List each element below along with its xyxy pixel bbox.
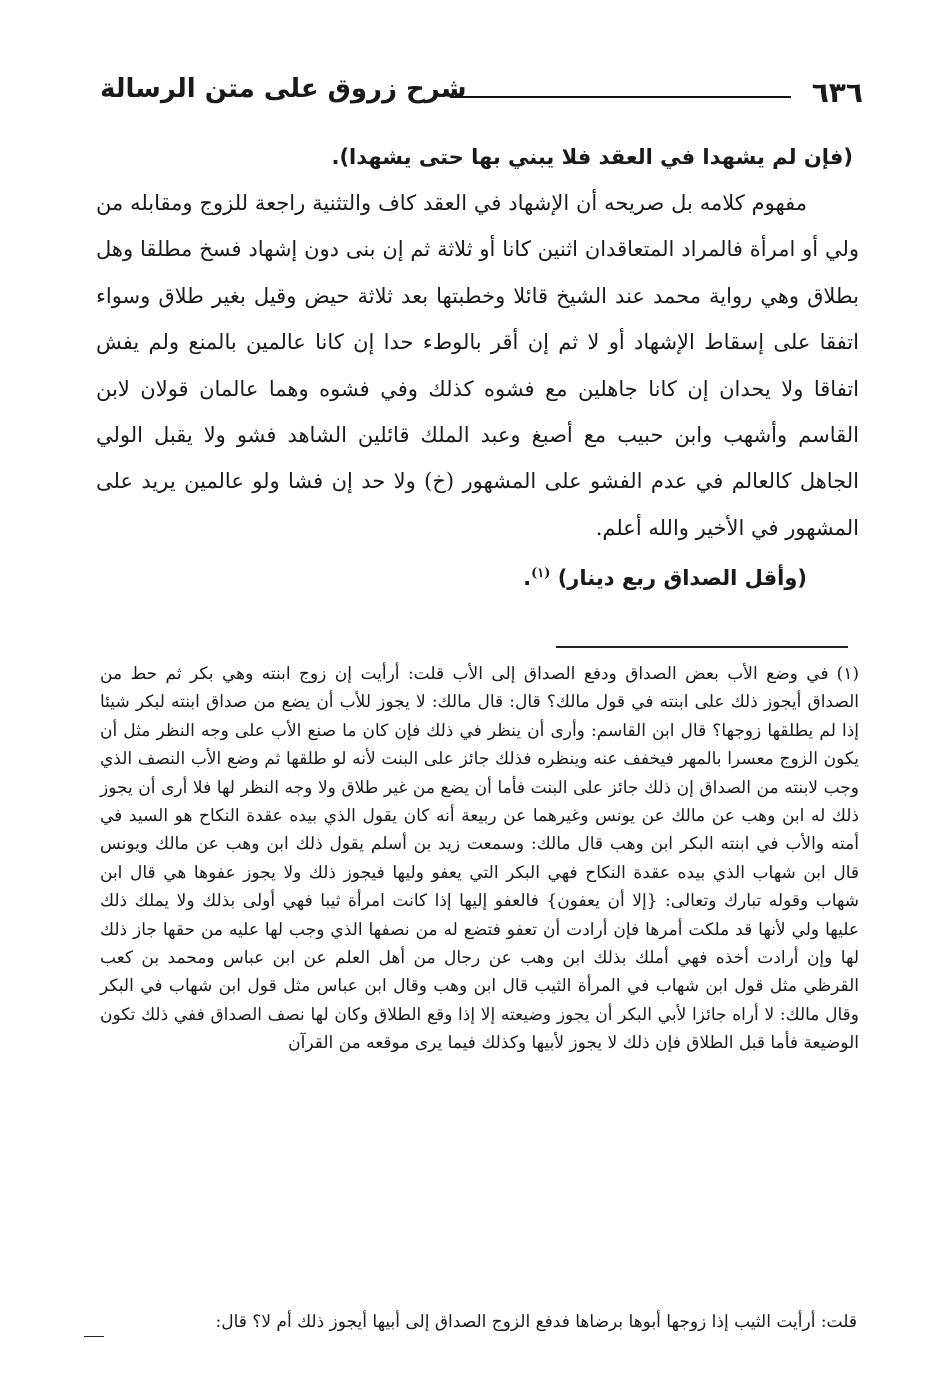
footnote	[100, 660, 859, 1058]
continuation-line: قلت: أرأيت الثيب إذا زوجها أبوها برضاها فدفع الزوج الصداق إلى أبيها أيجوز ذلك أم لا؟ قال:	[215, 1312, 857, 1332]
footnote-number: (١)	[836, 664, 859, 684]
matn-passage-2	[96, 551, 807, 601]
matn-passage: (فإن لم يشهدا في العقد فلا يبني بها حتى يشهدا).	[331, 145, 853, 169]
footnote-text: في وضع الأب بعض الصداق ودفع الصداق إلى الأب قلت: أرأيت إن زوج ابنته وهي بكر ثم حط من الصداق أيجوز ذلك على ابنته في قول مالك؟ قال: قال مالك: لا يجوز للأب أن يضع من صداق ابنته لبكر شيئا إذا لم يطلقها زوجها؟ قال ابن القاسم: وأرى أن ينظر في ذلك فإن كان ما صنع الأب على وجه النظر مثل أن يكون الزوج معسرا بالمهر فيخفف عنه وينظره فذلك جائز على البنت لأنه لو طلقها ثم وضع الأب النصف الذي وجب لابنته من الصداق إن ذلك جائز على البنت فأما أن يضع من غير طلاق ولا وجه النظر لها فلا أرى أن يجوز ذلك له ابن وهب عن مالك عن يونس وغيرهما عن ربيعة أنه كان يقول الذي بيده عقدة النكاح هو السيد في أمته والأب في ابنته البكر ابن وهب قال مالك: وسمعت زيد بن أسلم يقول ذلك ابن وهب عن مالك ويونس قال ابن شهاب الذي بيده عقدة النكاح فهي البكر التي يعفو وليها فيجوز ذلك ولا يجوز عفوها هي قال ابن شهاب وقوله تبارك وتعالى: {إلا أن يعفون} فالعفو إليها إذا كانت امرأة ثيبا فهي أولى بذلك ولا يملك ذلك عليها ولي لأنها قد ملكت أمرها فإن أرادت أن تعفو فتضع له من نصفها الذي وجب لها عليه من حقها جاز ذلك لها وإن أرادت أخذه فهي أملك بذلك ابن وهب عن رجال من أهل العلم عن ابن عباس ومحمد بن كعب القرظي مثل قول ابن شهاب في المرأة الثيب قال ابن وهب وقال ابن عباس مثل قول ابن شهاب في البكر وقال مالك: لا أراه جائزا لأبي البكر أن يجوز وضيعته إلا إذا وقع الطلاق وكان لها نصف الصداق ففي ذلك تكون الوضيعة فأما قبل الطلاق فإن ذلك لا يجوز لأبيها وكذلك فيما يرى موقعه من القرآن	[100, 664, 859, 1054]
matn-2-end: .	[523, 566, 532, 591]
header-rule	[450, 96, 791, 98]
running-title: شرح زروق على متن الرسالة	[100, 74, 467, 104]
footnote-separator	[556, 646, 848, 648]
matn-2-text: (وأقل الصداق ربع دينار)	[557, 566, 807, 591]
page-number: ٦٣٦	[811, 76, 863, 109]
carryover-mark	[84, 1336, 104, 1337]
footnote-reference: (١)	[531, 566, 551, 582]
commentary-paragraph: مفهوم كلامه بل صريحه أن الإشهاد في العقد كاف والتثنية راجعة للزوج ومقابله من ولي أو امرأة فالمراد المتعاقدان اثنين كانا أو ثلاثة ثم إن بنى دون إشهاد فسخ مطلقا وهل بطلاق وهي رواية محمد عند الشيخ قائلا وخطبتها بعد ثلاثة حيض وقيل بغير طلاق وسواء اتفقا على إسقاط الإشهاد أو لا ثم إن أقر بالوطء حدا إن كانا عالمين بالمنع ولم يفش اتفاقا ولا يحدان إن كانا جاهلين مع فشوه كذلك وفي فشوه وهما عالمان قولان لابن القاسم وأشهب وابن حبيب مع أصبغ وعبد الملك قائلين الشاهد فشو ولا يقبل الولي الجاهل كالعالم في عدم الفشو على المشهور (خ) ولا حد إن فشا ولو عالمين يريد على المشهور في الأخير والله أعلم.	[96, 191, 859, 540]
running-header	[100, 72, 863, 116]
main-text	[96, 134, 859, 601]
